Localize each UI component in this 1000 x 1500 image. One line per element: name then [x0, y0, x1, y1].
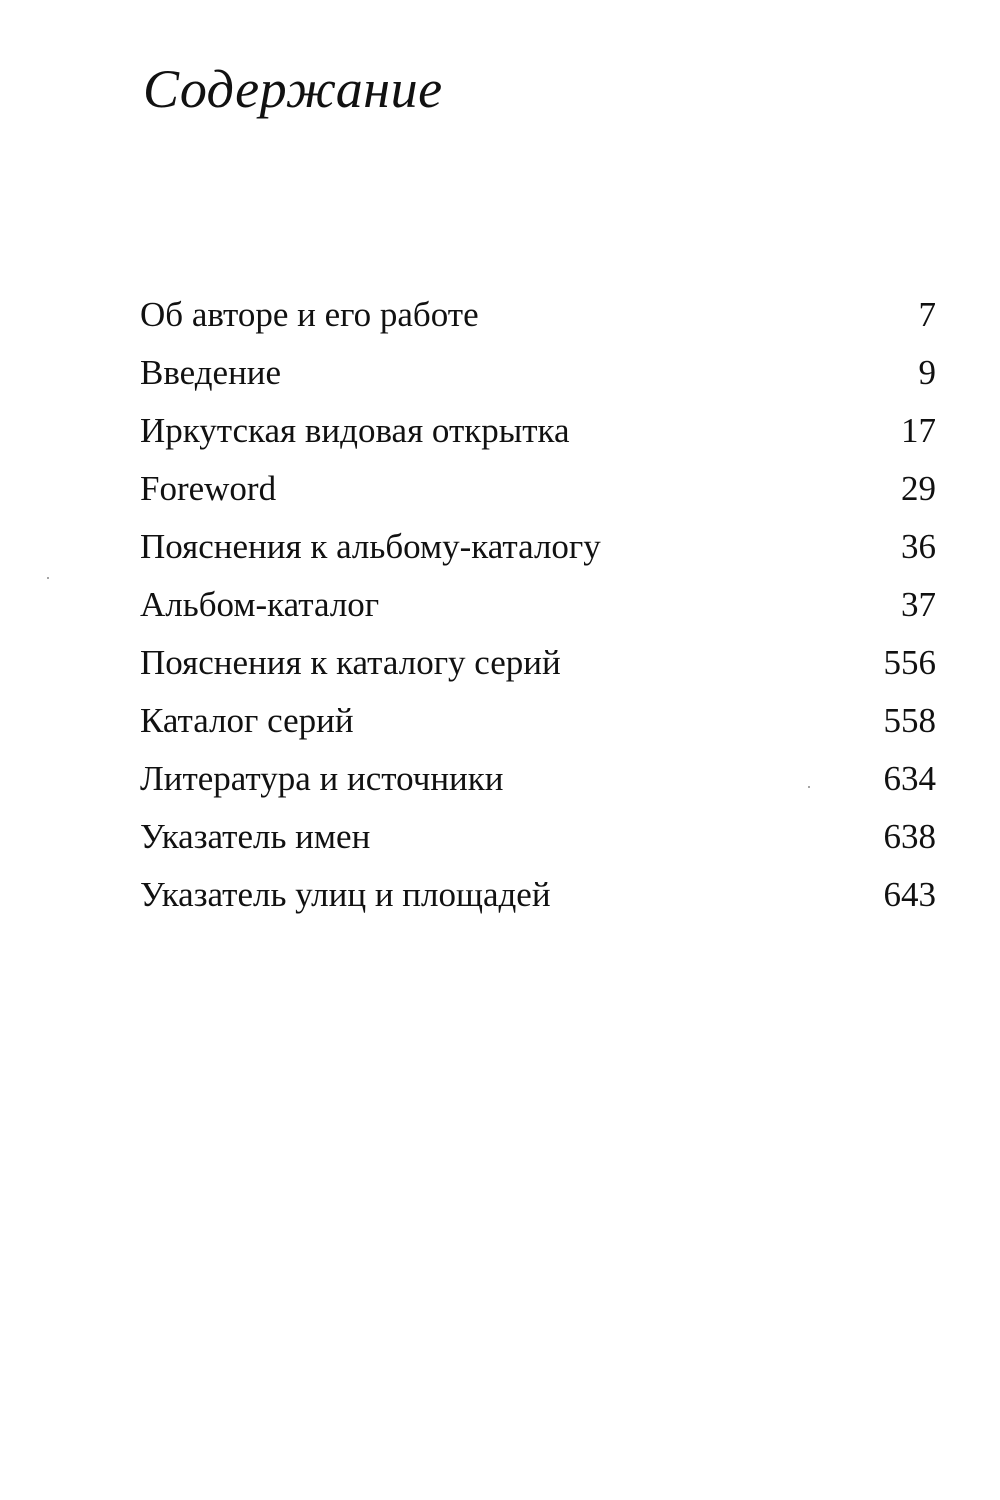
toc-entry-label: Foreword — [140, 469, 277, 508]
toc-entry — [140, 870, 936, 928]
toc-entry-label: Об авторе и его работе — [140, 295, 479, 334]
table-of-contents — [140, 290, 936, 928]
toc-entry-label: Указатель имен — [140, 817, 371, 856]
toc-entry-page: 558 — [883, 701, 936, 740]
toc-entry — [140, 696, 936, 754]
toc-entry-label: Пояснения к каталогу серий — [140, 643, 561, 682]
toc-entry-page: 634 — [883, 759, 936, 798]
toc-entry — [140, 522, 936, 580]
toc-entry-label: Иркутская видовая открытка — [140, 411, 570, 450]
toc-entry — [140, 290, 936, 348]
toc-entry — [140, 812, 936, 870]
scan-speck — [808, 786, 810, 788]
toc-entry — [140, 464, 936, 522]
toc-entry-page: 36 — [901, 527, 936, 566]
toc-entry-label: Введение — [140, 353, 282, 392]
toc-entry-page: 29 — [901, 469, 936, 508]
scan-speck — [47, 577, 49, 579]
toc-entry-page: 9 — [918, 353, 936, 392]
toc-entry-label: Литература и источники — [140, 759, 504, 798]
toc-entry-page: 7 — [918, 295, 936, 334]
toc-entry-label: Альбом-каталог — [140, 585, 380, 624]
toc-entry — [140, 754, 936, 812]
toc-entry-page: 638 — [883, 817, 936, 856]
toc-entry-label: Указатель улиц и площадей — [140, 875, 551, 914]
toc-entry-page: 643 — [883, 875, 936, 914]
toc-entry-page: 556 — [883, 643, 936, 682]
toc-entry — [140, 638, 936, 696]
toc-entry — [140, 406, 936, 464]
page-title: Содержание — [143, 59, 443, 119]
toc-entry-page: 37 — [901, 585, 936, 624]
toc-entry-page: 17 — [901, 411, 936, 450]
toc-entry-label: Каталог серий — [140, 701, 354, 740]
toc-entry — [140, 348, 936, 406]
toc-entry-label: Пояснения к альбому-каталогу — [140, 527, 601, 566]
toc-entry — [140, 580, 936, 638]
